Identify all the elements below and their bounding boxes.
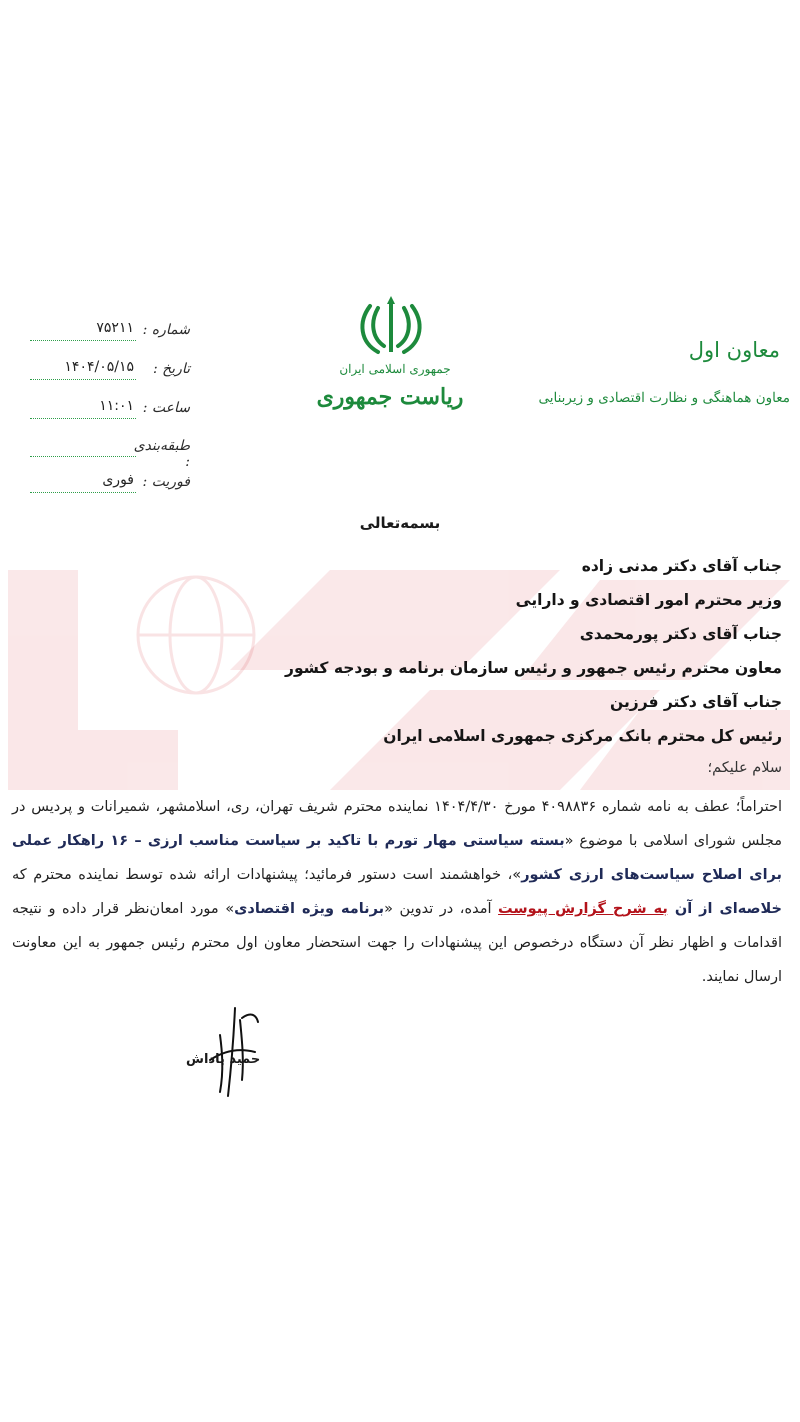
- meta-priority: فوریت : فوری: [30, 474, 190, 498]
- addressee-list: [182, 552, 782, 756]
- meta-classification: طبقه‌بندی :: [30, 438, 190, 462]
- government-line-big: ریاست جمهوری: [316, 384, 464, 410]
- signer-name: حمید پاداش: [186, 1052, 261, 1067]
- addressee-line: رئیس کل محترم بانک مرکزی جمهوری اسلامی ایران: [383, 727, 782, 745]
- handwritten-signature: [180, 1000, 290, 1100]
- greeting: سلام علیکم؛: [707, 760, 782, 776]
- government-line-small: جمهوری اسلامی ایران: [339, 362, 451, 376]
- addressee-line: وزیر محترم امور اقتصادی و دارایی: [515, 591, 782, 609]
- meta-date: تاریخ : ۱۴۰۴/۰۵/۱۵: [30, 361, 190, 385]
- meta-priority-value: فوری: [102, 472, 134, 488]
- addressee-line: جناب آقای دکتر پورمحمدی: [579, 625, 782, 643]
- summary-bold: خلاصه‌ای از آن: [667, 901, 782, 917]
- letter-body-paragraph: احتراماً؛ عطف به نامه شماره ۴۰۹۸۸۳۶ مورخ ۱۴۰۴/۴/۳۰ نماینده محترم شریف تهران، ری، اسلامشهر، شمیرانات و پردیس در مجلس شورای اسلامی با موضوع «بسته سیاستی مهار تورم با تاکید بر سیاست مناسب ارزی – ۱۶ راهکار عملی برای اصلاح سیاست‌های ارزی کشور»، خواهشمند است دستور فرمائید؛ پیشنهادات ارائه شده توسط نماینده محترم که خلاصه‌ای از آن به شرح گزارش پیوست آمده، در تدوین «برنامه ویژه اقتصادی» مورد امعان‌نظر قرار داده و نتیجه اقدامات و اظهار نظر آن دستگاه درخصوص این پیشنهادات را جهت استحضار معاون اول محترم رئیس جمهور به این معاونت ارسال نمایند.: [12, 799, 783, 985]
- bismillah-heading: بسمه‌تعالی: [359, 514, 441, 532]
- program-bold: برنامه ویژه اقتصادی: [234, 901, 385, 917]
- addressee-line: معاون محترم رئیس جمهور و رئیس سازمان برنامه و بودجه کشور: [285, 659, 782, 677]
- addressee-line: جناب آقای دکتر فرزین: [610, 693, 782, 711]
- meta-date-value: ۱۴۰۴/۰۵/۱۵: [64, 359, 134, 375]
- meta-number: شماره : ۷۵۲۱۱: [30, 322, 190, 346]
- meta-time-value: ۱۱:۰۱: [99, 398, 134, 414]
- subject-bold: بسته سیاستی مهار تورم با تاکید بر سیاست مناسب ارزی – ۱۶ راهکار عملی برای اصلاح سیاست‌های ارزی کشور: [12, 833, 783, 883]
- addressee-line: جناب آقای دکتر مدنی زاده: [581, 557, 782, 575]
- office-title: معاون اول: [688, 338, 780, 362]
- meta-number-value: ۷۵۲۱۱: [96, 320, 134, 336]
- iran-emblem-icon: [356, 296, 426, 358]
- office-subtitle: معاون هماهنگی و نظارت اقتصادی و زیربنایی: [538, 390, 790, 406]
- attachment-reference: به شرح گزارش پیوست: [498, 901, 668, 917]
- meta-time: ساعت : ۱۱:۰۱: [30, 400, 190, 424]
